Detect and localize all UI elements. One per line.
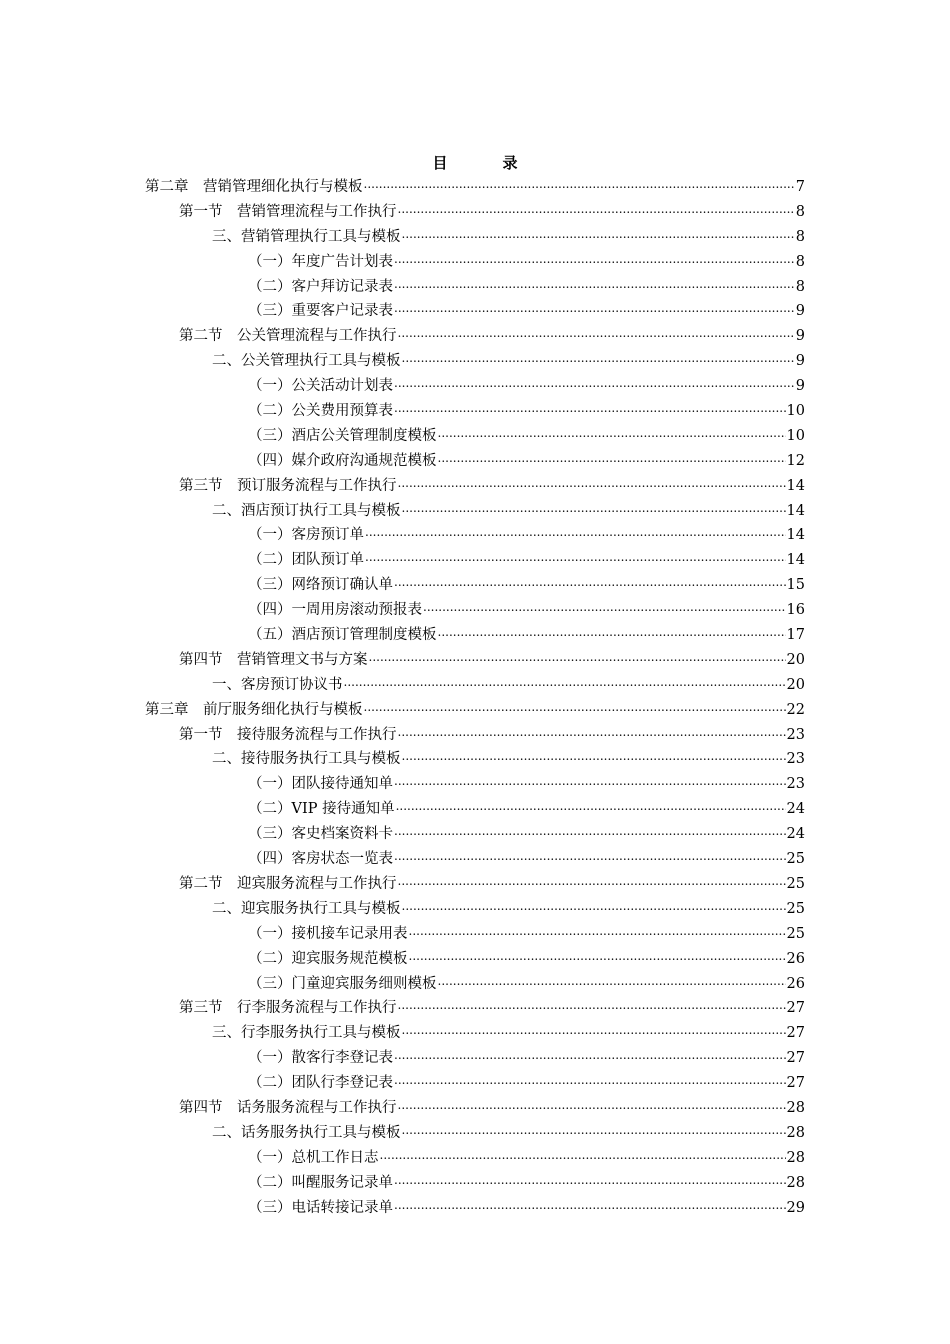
toc-dot-leader [409, 944, 786, 969]
toc-entry-label: （一）公关活动计划表 [248, 378, 393, 395]
toc-dot-leader [402, 1118, 786, 1143]
toc-dot-leader [394, 396, 786, 421]
toc-entry[interactable] [145, 1196, 805, 1221]
toc-entry-page-number: 23 [786, 776, 805, 793]
toc-entry-page-number: 10 [786, 403, 805, 420]
toc-entry-label: （三）电话转接记录单 [248, 1199, 393, 1216]
toc-entry-page-number: 27 [786, 1025, 805, 1042]
toc-dot-leader [402, 222, 795, 247]
toc-dot-leader [394, 819, 786, 844]
toc-entry-page-number: 20 [786, 651, 805, 668]
toc-entry-page-number: 27 [786, 1050, 805, 1067]
toc-entry-page-number: 8 [795, 228, 805, 245]
toc-entry-label: （四）客房状态一览表 [248, 851, 393, 868]
toc-entry-label: 二、话务服务执行工具与模板 [212, 1124, 401, 1141]
toc-dot-leader [396, 794, 786, 819]
toc-entry-label: （五）酒店预订管理制度模板 [248, 627, 437, 644]
toc-entry-page-number: 9 [795, 378, 805, 395]
toc-dot-leader [394, 1168, 786, 1193]
toc-entry-label: 二、公关管理执行工具与模板 [212, 353, 401, 370]
toc-entry-label: （一）总机工作日志 [248, 1149, 379, 1166]
toc-entry-page-number: 26 [786, 950, 805, 967]
toc-entry-page-number: 9 [795, 353, 805, 370]
toc-entry-page-number: 16 [786, 602, 805, 619]
toc-entry-page-number: 8 [795, 278, 805, 295]
toc-entry-label: （一）客房预订单 [248, 527, 364, 544]
toc-dot-leader [365, 520, 786, 545]
toc-entry-page-number: 14 [786, 527, 805, 544]
toc-entry-label: （三）客史档案资料卡 [248, 826, 393, 843]
toc-entry-label: （二）公关费用预算表 [248, 403, 393, 420]
toc-entry-page-number: 25 [786, 851, 805, 868]
toc-entry-label: （二）VIP 接待通知单 [248, 801, 395, 818]
toc-entry-page-number: 23 [786, 751, 805, 768]
toc-dot-leader [380, 1143, 786, 1168]
toc-dot-leader [423, 595, 786, 620]
toc-entry-label: （四）媒介政府沟通规范模板 [248, 452, 437, 469]
toc-dot-leader [364, 695, 786, 720]
toc-entry-page-number: 28 [786, 1174, 805, 1191]
toc-entry-page-number: 15 [786, 577, 805, 594]
toc-dot-leader [394, 272, 795, 297]
toc-entry-label: 二、迎宾服务执行工具与模板 [212, 900, 401, 917]
toc-entry-label: （三）重要客户记录表 [248, 303, 393, 320]
toc-dot-leader [394, 296, 795, 321]
toc-entry-page-number: 24 [786, 826, 805, 843]
toc-entry-label: 第四节 话务服务流程与工作执行 [179, 1099, 397, 1116]
toc-entry-page-number: 17 [786, 627, 805, 644]
toc-entry-label: 第二节 迎宾服务流程与工作执行 [179, 875, 397, 892]
toc-entry-label: （二）迎宾服务规范模板 [248, 950, 408, 967]
toc-dot-leader [398, 471, 786, 496]
toc-dot-leader [398, 321, 795, 346]
toc-dot-leader [364, 172, 795, 197]
toc-entry-page-number: 14 [786, 477, 805, 494]
toc-entry-page-number: 10 [786, 427, 805, 444]
toc-entry-label: 一、客房预订协议书 [212, 676, 343, 693]
toc-entry-page-number: 28 [786, 1124, 805, 1141]
toc-dot-leader [394, 371, 795, 396]
toc-entry-page-number: 28 [786, 1149, 805, 1166]
toc-entry-label: （一）散客行李登记表 [248, 1050, 393, 1067]
toc-entry-page-number: 29 [786, 1199, 805, 1216]
toc-entry-page-number: 22 [786, 701, 805, 718]
toc-entry-page-number: 7 [795, 179, 805, 195]
toc-entry-label: （二）团队行李登记表 [248, 1075, 393, 1092]
toc-entry-page-number: 27 [786, 1075, 805, 1092]
toc-entry-label: 第三节 预订服务流程与工作执行 [179, 477, 397, 494]
toc-entry-page-number: 25 [786, 900, 805, 917]
toc-dot-leader [365, 545, 786, 570]
toc-dot-leader [394, 570, 786, 595]
toc-entry-label: （一）团队接待通知单 [248, 776, 393, 793]
toc-entry-page-number: 8 [795, 253, 805, 270]
toc-dot-leader [394, 1193, 786, 1218]
toc-dot-leader [438, 421, 786, 446]
toc-dot-leader [438, 620, 786, 645]
toc-entry-page-number: 26 [786, 975, 805, 992]
toc-entry-label: （三）门童迎宾服务细则模板 [248, 975, 437, 992]
toc-dot-leader [394, 247, 795, 272]
toc-dot-leader [402, 496, 786, 521]
toc-entry-label: （三）网络预订确认单 [248, 577, 393, 594]
toc-dot-leader [402, 1018, 786, 1043]
toc-entry-page-number: 14 [786, 552, 805, 569]
toc-entry-page-number: 24 [786, 801, 805, 818]
toc-dot-leader [402, 346, 795, 371]
toc-dot-leader [394, 844, 786, 869]
toc-entry-label: 第三章 前厅服务细化执行与模板 [145, 701, 363, 718]
toc-dot-leader [398, 993, 786, 1018]
toc-entry-page-number: 27 [786, 1000, 805, 1017]
toc-dot-leader [398, 197, 795, 222]
toc-entry-label: 第一节 接待服务流程与工作执行 [179, 726, 397, 743]
toc-entry-label: （一）年度广告计划表 [248, 253, 393, 270]
toc-entry-page-number: 9 [795, 303, 805, 320]
toc-entry-label: 第一节 营销管理流程与工作执行 [179, 203, 397, 220]
toc-entry-page-number: 25 [786, 925, 805, 942]
toc-entry-label: （二）团队预订单 [248, 552, 364, 569]
toc-entry-page-number: 12 [786, 452, 805, 469]
toc-entry-page-number: 28 [786, 1099, 805, 1116]
toc-title: 目 录 [432, 154, 538, 172]
toc-entry-page-number: 8 [795, 203, 805, 220]
toc-entry-label: （四）一周用房滚动预报表 [248, 602, 422, 619]
toc-entry-label: （二）客户拜访记录表 [248, 278, 393, 295]
toc-entry-label: 三、行李服务执行工具与模板 [212, 1025, 401, 1042]
toc-entry-page-number: 23 [786, 726, 805, 743]
toc-entry-label: 第二节 公关管理流程与工作执行 [179, 328, 397, 345]
toc-entry-label: （一）接机接车记录用表 [248, 925, 408, 942]
toc-dot-leader [402, 894, 786, 919]
toc-dot-leader [398, 720, 786, 745]
toc-dot-leader [369, 645, 786, 670]
toc-dot-leader [344, 670, 786, 695]
toc-dot-leader [409, 919, 786, 944]
toc-dot-leader [394, 1043, 786, 1068]
table-of-contents [145, 175, 805, 1220]
toc-entry-page-number: 20 [786, 676, 805, 693]
toc-entry-label: 三、营销管理执行工具与模板 [212, 228, 401, 245]
toc-dot-leader [394, 1068, 786, 1093]
toc-entry-page-number: 25 [786, 875, 805, 892]
toc-dot-leader [398, 869, 786, 894]
toc-dot-leader [402, 744, 786, 769]
toc-entry-label: 第二章 营销管理细化执行与模板 [145, 179, 363, 195]
toc-entry-label: （三）酒店公关管理制度模板 [248, 427, 437, 444]
toc-entry-label: （二）叫醒服务记录单 [248, 1174, 393, 1191]
toc-entry-page-number: 9 [795, 328, 805, 345]
toc-dot-leader [398, 1093, 786, 1118]
toc-entry-page-number: 14 [786, 502, 805, 519]
toc-entry-label: 二、酒店预订执行工具与模板 [212, 502, 401, 519]
toc-dot-leader [438, 446, 786, 471]
toc-entry-label: 二、接待服务执行工具与模板 [212, 751, 401, 768]
toc-entry-label: 第三节 行李服务流程与工作执行 [179, 1000, 397, 1017]
toc-dot-leader [438, 969, 786, 994]
toc-dot-leader [394, 769, 786, 794]
toc-entry-label: 第四节 营销管理文书与方案 [179, 651, 368, 668]
